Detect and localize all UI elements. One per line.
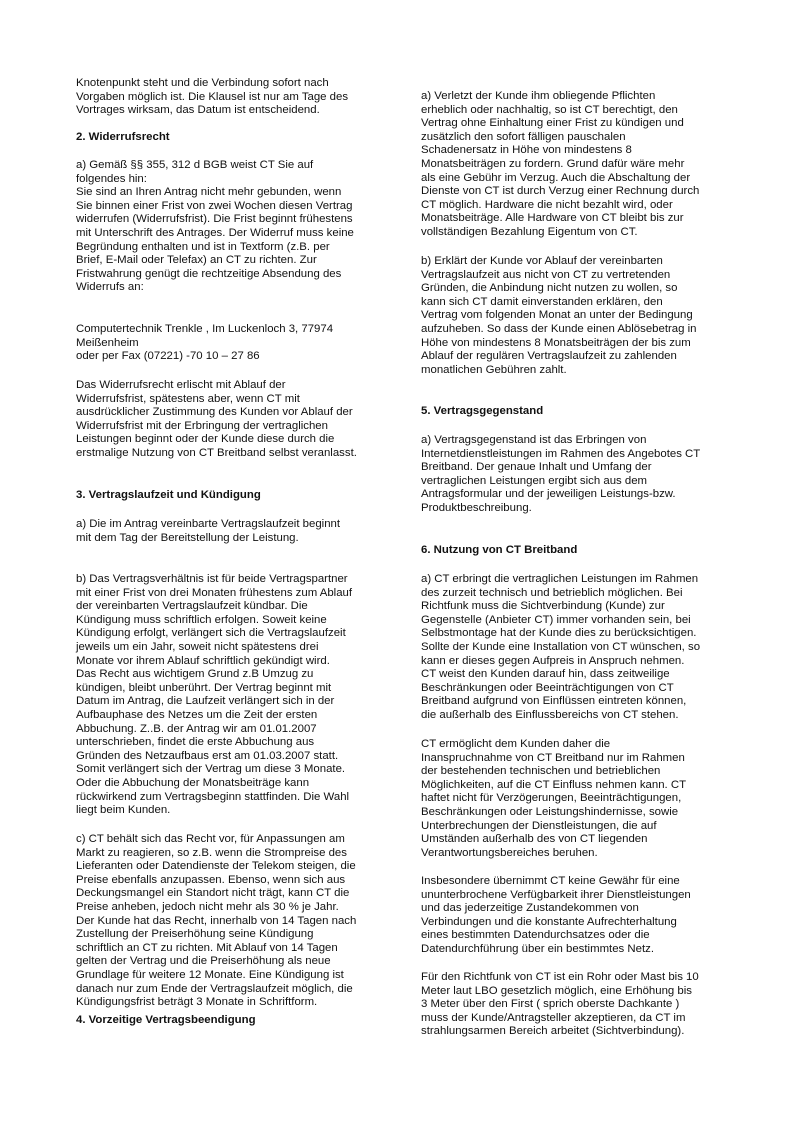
section-2-heading: 2. Widerrufsrecht [76,131,170,143]
section-3a-paragraph: a) Die im Antrag vereinbarte Vertragslaufzeit beginnt mit dem Tag der Bereitstellung der Leistung. [76,518,341,544]
intro-paragraph: Knotenpunkt steht und die Verbindung sofort nach Vorgaben möglich ist. Die Klausel ist nur am Tage des Vortrages wirksam, das Datum ist entscheidend. [76,77,349,117]
section-4-heading: 4. Vorzeitige Vertragsbeendigung [76,1014,256,1026]
section-5a-paragraph: a) Vertragsgegenstand ist das Erbringen von Internetdienstleistungen im Rahmen des Angebotes CT Breitband. Der genaue Inhalt und Umfang der vertraglichen Leistungen ergibt sich aus dem Antragsformular und der jeweiligen Leistungs-bzw. Produktbeschreibung. [421,434,701,514]
withdrawal-address: Computertechnik Trenkle , Im Luckenloch 3, 77974 Meißenheim oder per Fax (07221) -70 10 – 27 86 [76,323,334,363]
section-6d-paragraph: Für den Richtfunk von CT ist ein Rohr oder Mast bis 10 Meter laut LBO gesetzlich möglich, eine Erhöhung bis 3 Meter über den First ( sprich oberste Dachkante ) muss der Kunde/Antragsteller akzeptieren, da CT im strahlungsarmen Bereich arbeitet (Sichtverbindung). [421,971,699,1038]
section-2a-paragraph: a) Gemäß §§ 355, 312 d BGB weist CT Sie auf folgendes hin: Sie sind an Ihren Antrag nicht mehr gebunden, wenn Sie binnen einer Frist von zwei Wochen diesen Vertrag widerrufen (Widerrufsfrist). Die Frist beginnt frühestens mit Unterschrift des Antrages. Der Widerruf muss keine Begründung enthalten und ist in Textform (z.B. per Brief, E-Mail oder Telefax) an CT zu richten. Zur Fristwahrung genügt die rechtzeitige Absendung des Widerrufs an: [76,159,354,294]
section-4a-paragraph: a) Verletzt der Kunde ihm obliegende Pflichten erheblich oder nachhaltig, so ist CT berechtigt, den Vertrag ohne Einhaltung einer Frist zu kündigen und zusätzlich den sofort fälligen pauschalen Schadenersatz in Höhe von mindestens 8 Monatsbeiträgen zu fordern. Grund dafür wäre mehr als eine Gebühr im Verzug. Auch die Abschaltung der Dienste von CT ist durch Verzug einer Rechnung durch CT möglich. Hardware die nicht bezahlt wird, oder Monatsbeiträge. Alle Hardware von CT bleibt bis zur vollständigen Bezahlung Eigentum von CT. [421,90,700,238]
section-5-heading: 5. Vertragsgegenstand [421,405,544,417]
section-6-heading: 6. Nutzung von CT Breitband [421,544,578,556]
section-3-heading: 3. Vertragslaufzeit und Kündigung [76,489,261,501]
section-6a-paragraph: a) CT erbringt die vertraglichen Leistungen im Rahmen des zurzeit technisch und betrieblich möglichen. Bei Richtfunk muss die Sichtverbindung (Kunde) zur Gegenstelle (Anbieter CT) immer vorhanden sein, bei Selbstmontage hat der Kunde dies zu berücksichtigen. Sollte der Kunde eine Installation von CT wünschen, so kann er dieses gegen Aufpreis in Anspruch nehmen. CT weist den Kunden darauf hin, dass zeitweilige Beschränkungen oder Beeinträchtigungen von CT Breitband aufgrund von Einflüssen eintreten können, die außerhalb des Einflussbereichs von CT stehen. [421,573,701,721]
section-4b-paragraph: b) Erklärt der Kunde vor Ablauf der vereinbarten Vertragslaufzeit aus nicht von CT zu vertretenden Gründen, die Anbindung nicht nutzen zu wollen, so kann sich CT damit einverstanden erklären, den Vertrag vom folgenden Monat an unter der Bedingung aufzuheben. So dass der Kunde einen Ablösebetrag in Höhe von mindestens 8 Monatsbeiträgen der bis zum Ablauf der regulären Vertragslaufzeit zu zahlenden monatlichen Gebühren zahlt. [421,255,697,376]
section-6c-paragraph: Insbesondere übernimmt CT keine Gewähr für eine ununterbrochene Verfügbarkeit ihrer Dienstleistungen und das jederzeitige Zustandekommen von Verbindungen und die konstante Aufrechterhaltung eines bestimmten Datendurchsatzes oder die Datendurchführung über ein bestimmtes Netz. [421,875,691,955]
section-6b-paragraph: CT ermöglicht dem Kunden daher die Inanspruchnahme von CT Breitband nur im Rahmen der bestehenden technischen und betrieblichen Möglichkeiten, auf die CT Einfluss nehmen kann. CT haftet nicht für Verzögerungen, Beeinträchtigungen, Beschränkungen oder Leistungshindernisse, sowie Unterbrechungen der Dienstleistungen, die auf Umständen außerhalb des von CT liegenden Verantwortungsbereiches beruhen. [421,738,687,859]
section-3c-paragraph: c) CT behält sich das Recht vor, für Anpassungen am Markt zu reagieren, so z.B. wenn die Strompreise des Lieferanten oder Datendienste der Telekom steigen, die Preise ebenfalls anzupassen. Ebenso, wenn sich aus Deckungsmangel ein Standort nicht trägt, kann CT die Preise anheben, jedoch nicht mehr als 30 % je Jahr. Der Kunde hat das Recht, innerhalb von 14 Tagen nach Zustellung der Preiserhöhung seine Kündigung schriftlich an CT zu richten. Mit Ablauf von 14 Tagen gelten der Vertrag und die Preiserhöhung als neue Grundlage für weitere 12 Monate. Eine Kündigung ist danach nur zum Ende der Vertragslaufzeit möglich, die Kündigungsfrist beträgt 3 Monate in Schriftform. [76,833,357,1009]
section-3b-paragraph: b) Das Vertragsverhältnis ist für beide Vertragspartner mit einer Frist von drei Monaten frühestens zum Ablauf der vereinbarten Vertragslaufzeit kündbar. Die Kündigung muss schriftlich erfolgen. Soweit keine Kündigung erfolgt, verlängert sich die Vertragslaufzeit jeweils um ein Jahr, soweit nicht spätestens drei Monate vor ihrem Ablauf schriftlich gekündigt wird. Das Recht aus wichtigem Grund z.B Umzug zu kündigen, bleibt unberührt. Der Vertrag beginnt mit Datum im Antrag, die Laufzeit verlängert sich in der Aufbauphase des Netzes um die Zeit der ersten Abbuchung. Z..B. der Antrag wir am 01.01.2007 unterschrieben, findet die erste Abbuchung aus Gründen des Netzaufbaus erst am 01.03.2007 statt. Somit verlängert sich der Vertrag um diese 3 Monate. Oder die Abbuchung der Monatsbeiträge kann rückwirkend zum Vertragsbeginn stattfinden. Die Wahl liegt beim Kunden. [76,573,353,817]
section-2b-paragraph: Das Widerrufsrecht erlischt mit Ablauf der Widerrufsfrist, spätestens aber, wenn CT mit ausdrücklicher Zustimmung des Kunden vor Ablauf der Widerrufsfrist mit der Erbringung der vertraglichen Leistungen beginnt oder der Kunde diese durch die erstmalige Nutzung von CT Breitband selbst veranlasst. [76,379,357,459]
